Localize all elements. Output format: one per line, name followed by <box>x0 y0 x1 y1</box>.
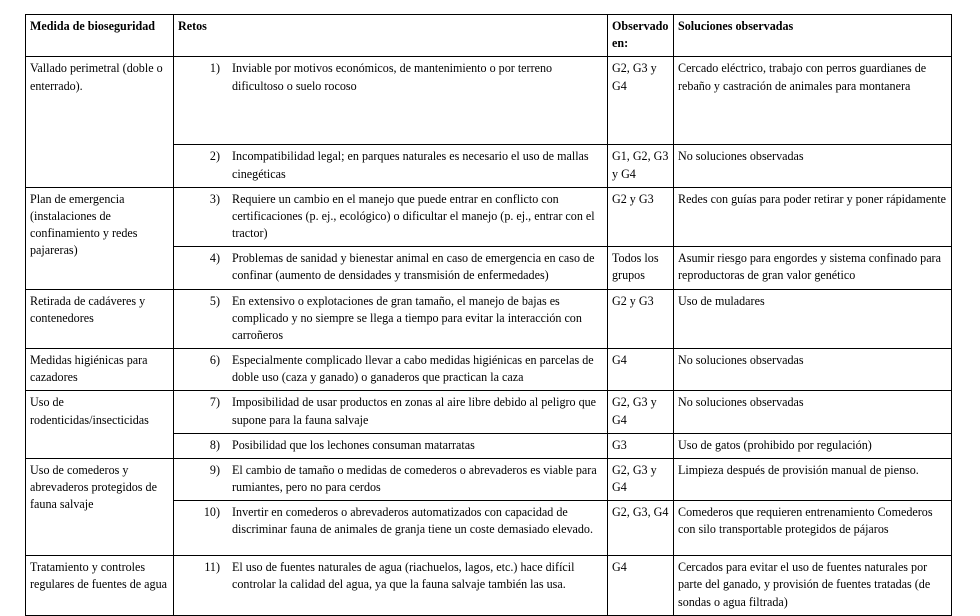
column-header-retos: Retos <box>174 15 608 57</box>
table-row <box>26 289 952 349</box>
reto-text: El cambio de tamaño o medidas de comederos o abrevaderos es viable para rumiantes, pero no para cerdos <box>232 462 597 495</box>
reto-number: 11) <box>204 560 220 575</box>
cell-solucion: Uso de gatos (prohibido por regulación) <box>674 433 952 458</box>
cell-observado-en: G4 <box>608 349 674 391</box>
cell-reto <box>174 247 608 289</box>
column-header-soluciones: Soluciones observadas <box>674 15 952 57</box>
cell-solucion: Cercado eléctrico, trabajo con perros guardianes de rebaño y castración de animales para montanera <box>674 57 952 145</box>
reto-number: 4) <box>209 251 220 266</box>
cell-medida: Vallado perimetral (doble o enterrado). <box>26 57 174 187</box>
reto-number: 7) <box>209 395 220 410</box>
cell-solucion: No soluciones observadas <box>674 349 952 391</box>
cell-reto <box>174 556 608 616</box>
cell-observado-en: G2, G3 y G4 <box>608 391 674 433</box>
reto-number: 5) <box>209 293 220 308</box>
cell-observado-en: G2 y G3 <box>608 187 674 247</box>
cell-observado-en: G4 <box>608 556 674 616</box>
cell-observado-en: G2, G3 y G4 <box>608 57 674 145</box>
table-row <box>26 349 952 391</box>
cell-reto <box>174 349 608 391</box>
cell-observado-en: G2 y G3 <box>608 289 674 349</box>
cell-medida: Uso de comederos y abrevaderos protegidos de fauna salvaje <box>26 458 174 555</box>
cell-medida: Plan de emergencia (instalaciones de confinamiento y redes pajareras) <box>26 187 174 289</box>
table-row <box>26 458 952 500</box>
cell-reto <box>174 433 608 458</box>
reto-text: Imposibilidad de usar productos en zonas al aire libre debido al peligro que supone para la fauna salvaje <box>232 395 597 427</box>
reto-number: 8) <box>209 437 220 452</box>
table-row <box>26 556 952 616</box>
reto-text: Inviable por motivos económicos, de mantenimiento o por terreno dificultoso o suelo rocoso <box>232 61 553 93</box>
reto-text: Problemas de sanidad y bienestar animal en caso de emergencia en caso de confinar (aumento de densidades y transmisión de enfermedades) <box>232 251 595 283</box>
table-body <box>26 57 952 615</box>
cell-reto <box>174 145 608 187</box>
cell-solucion: Uso de muladares <box>674 289 952 349</box>
cell-solucion: No soluciones observadas <box>674 391 952 433</box>
reto-text: El uso de fuentes naturales de agua (riachuelos, lagos, etc.) hace difícil controlar la calidad del agua, ya que la fauna salvaje también las usa. <box>232 560 575 592</box>
cell-observado-en: G2, G3, G4 <box>608 501 674 556</box>
cell-reto <box>174 501 608 556</box>
table-row <box>26 57 952 145</box>
reto-number: 9) <box>209 462 220 477</box>
cell-solucion: Limpieza después de provisión manual de pienso. <box>674 458 952 500</box>
cell-reto <box>174 57 608 145</box>
cell-observado-en: Todos los grupos <box>608 247 674 289</box>
reto-number: 3) <box>209 191 220 206</box>
column-header-observado: Observado en: <box>608 15 674 57</box>
cell-medida: Medidas higiénicas para cazadores <box>26 349 174 391</box>
biosecurity-challenges-table <box>25 14 952 616</box>
cell-solucion: Redes con guías para poder retirar y poner rápidamente <box>674 187 952 247</box>
cell-medida: Tratamiento y controles regulares de fuentes de agua <box>26 556 174 616</box>
cell-reto <box>174 391 608 433</box>
header-row <box>26 15 952 57</box>
cell-observado-en: G3 <box>608 433 674 458</box>
reto-number: 2) <box>209 149 220 164</box>
reto-number: 6) <box>209 353 220 368</box>
cell-reto <box>174 458 608 500</box>
biosecurity-table-container <box>25 14 951 616</box>
cell-solucion: Asumir riesgo para engordes y sistema confinado para reproductoras de gran valor genético <box>674 247 952 289</box>
cell-medida: Uso de rodenticidas/insecticidas <box>26 391 174 459</box>
column-header-medida: Medida de bioseguridad <box>26 15 174 57</box>
reto-text: Especialmente complicado llevar a cabo medidas higiénicas en parcelas de doble uso (caza y ganado) o ganaderos que practican la caza <box>232 353 594 385</box>
cell-observado-en: G2, G3 y G4 <box>608 458 674 500</box>
table-header <box>26 15 952 57</box>
reto-text: Invertir en comederos o abrevaderos automatizados con capacidad de discriminar fauna de animales de granja tiene un coste demasiado elevado. <box>232 505 593 537</box>
cell-observado-en: G1, G2, G3 y G4 <box>608 145 674 187</box>
reto-number: 1) <box>209 61 220 76</box>
table-row <box>26 187 952 247</box>
reto-number: 10) <box>203 505 220 520</box>
cell-reto <box>174 187 608 247</box>
table-row <box>26 391 952 433</box>
reto-text: Incompatibilidad legal; en parques naturales es necesario el uso de mallas cinegéticas <box>232 149 589 181</box>
reto-text: Requiere un cambio en el manejo que puede entrar en conflicto con certificaciones (p. ej., ecológico) o dificultar el manejo (p. ej., entrar con el tractor) <box>232 191 595 241</box>
cell-solucion: Comederos que requieren entrenamiento Comederos con silo transportable protegidos de pájaros <box>674 501 952 556</box>
cell-reto <box>174 289 608 349</box>
reto-text: En extensivo o explotaciones de gran tamaño, el manejo de bajas es complicado y no siempre se llega a tiempo para evitar la interacción con carroñeros <box>232 293 582 342</box>
cell-medida: Retirada de cadáveres y contenedores <box>26 289 174 349</box>
reto-text: Posibilidad que los lechones consuman matarratas <box>232 437 475 452</box>
cell-solucion: No soluciones observadas <box>674 145 952 187</box>
cell-solucion: Cercados para evitar el uso de fuentes naturales por parte del ganado, y provisión de fuentes tratadas (de sondas o agua filtrada) <box>674 556 952 616</box>
